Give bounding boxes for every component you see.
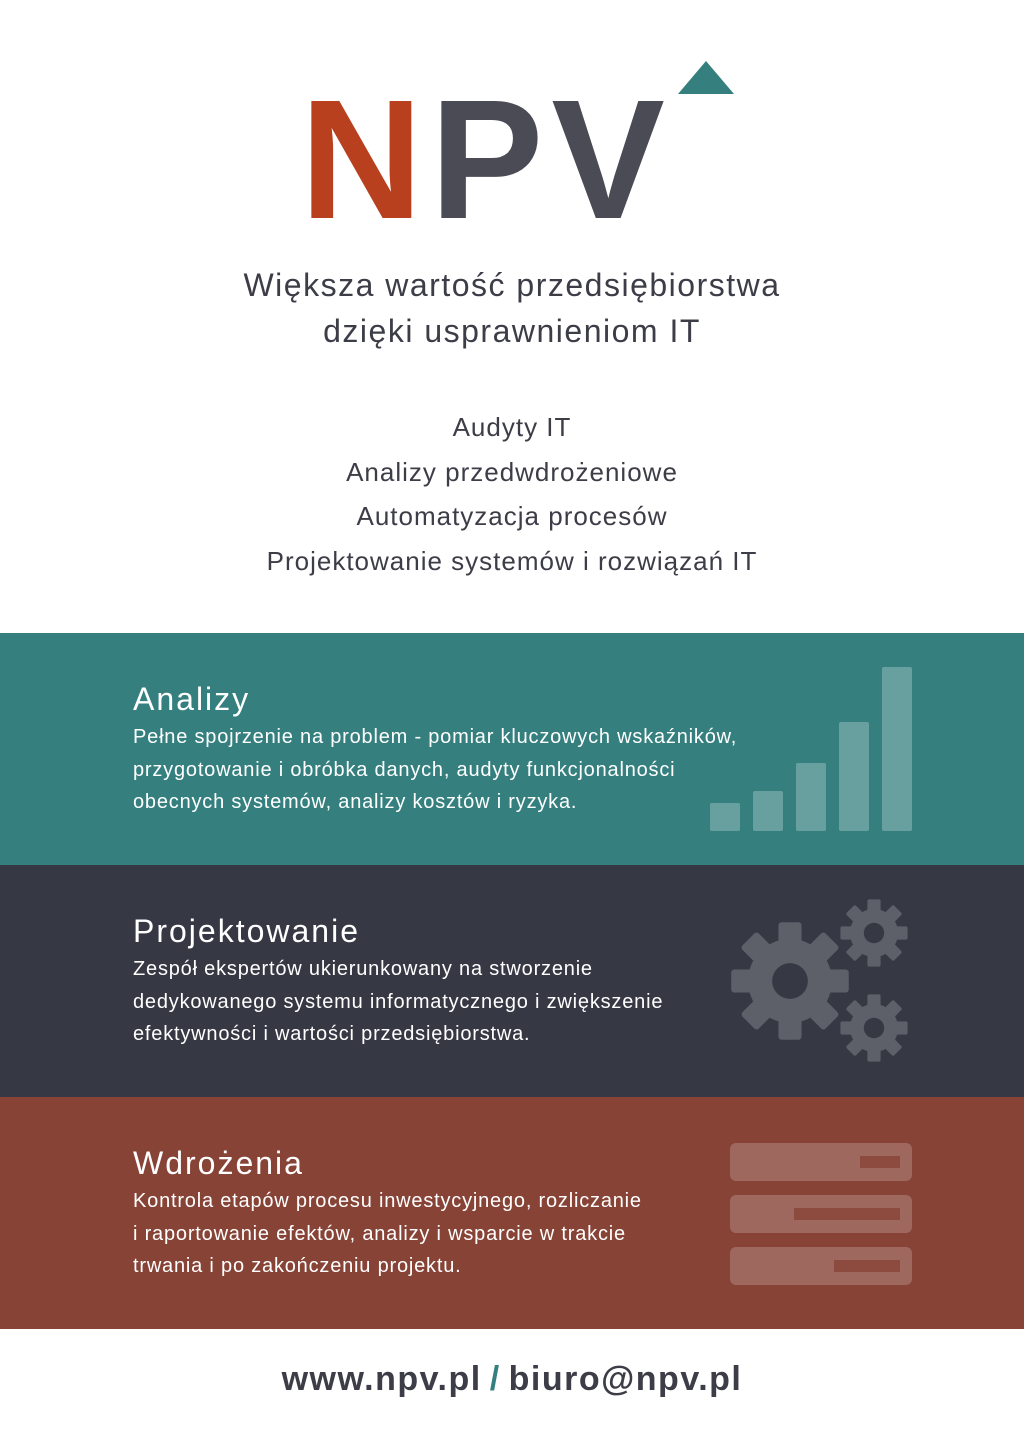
service-item: Automatyzacja procesów	[356, 501, 668, 531]
website-link[interactable]: www.npv.pl	[281, 1360, 482, 1398]
gears-icon	[725, 895, 920, 1067]
service-item: Audyty IT	[452, 412, 572, 442]
description-line: i raportowanie efektów, analizy i wsparcie w trakcie	[133, 1222, 626, 1245]
npv-logo	[300, 55, 740, 230]
section-title: Wdrożenia	[133, 1145, 304, 1181]
section-description	[133, 1185, 642, 1283]
section-description	[133, 953, 663, 1051]
section-description	[133, 721, 737, 819]
description-line: przygotowanie i obróbka danych, audyty funkcjonalności	[133, 758, 676, 781]
description-line: Pełne spojrzenie na problem - pomiar kluczowych wskaźników,	[133, 726, 738, 748]
logo-letters-pv: PV	[430, 65, 673, 230]
description-line: trwania i po zakończeniu projektu.	[133, 1255, 462, 1277]
tagline	[0, 262, 1024, 354]
services-list	[0, 405, 1024, 583]
section-title: Analizy	[133, 681, 251, 717]
footer-contact	[0, 1360, 1024, 1399]
service-item: Analizy przedwdrożeniowe	[346, 456, 678, 487]
section-analizy	[0, 633, 1024, 865]
description-line: Kontrola etapów procesu inwestycyjnego, rozliczanie	[133, 1190, 642, 1212]
service-item: Projektowanie systemów i rozwiązań IT	[266, 545, 758, 576]
email-link[interactable]: biuro@npv.pl	[508, 1360, 743, 1398]
bar-chart-icon	[708, 665, 914, 833]
tagline-line-2: dzięki usprawnieniom IT	[323, 313, 701, 349]
logo-letter-n: N	[300, 65, 423, 230]
description-line: Zespół ekspertów ukierunkowany na stworzenie	[133, 958, 593, 980]
section-projektowanie	[0, 865, 1024, 1097]
description-line: efektywności i wartości przedsiębiorstwa.	[133, 1023, 531, 1045]
section-wdrozenia	[0, 1097, 1024, 1329]
footer-separator: /	[489, 1360, 501, 1398]
tagline-line-1: Większa wartość przedsiębiorstwa	[243, 267, 781, 303]
section-title: Projektowanie	[133, 913, 360, 949]
progress-bars-icon	[728, 1141, 914, 1287]
description-line: obecnych systemów, analizy kosztów i ryzyka.	[133, 791, 578, 813]
description-line: dedykowanego systemu informatycznego i zwiększenie	[133, 990, 664, 1013]
logo-arrow-icon	[678, 61, 734, 94]
